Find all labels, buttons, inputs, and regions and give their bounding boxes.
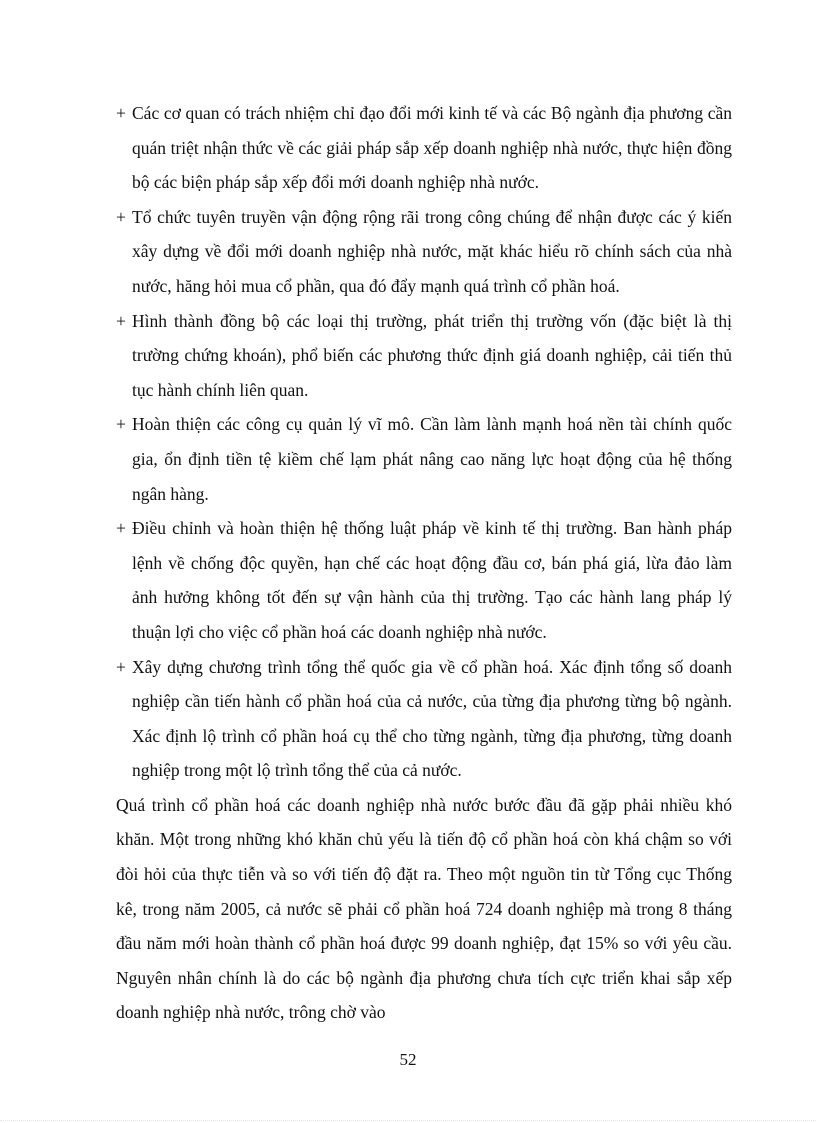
body-text — [116, 96, 732, 1030]
bullet-marker: + — [116, 310, 126, 331]
body-paragraph: Quá trình cổ phần hoá các doanh nghiệp nhà nước bước đầu đã gặp phải nhiều khó khăn. Một trong những khó khăn chủ yếu là tiến độ cổ phần hoá còn khá chậm so với đòi hỏi của thực tiễn và so với tiến độ đặt ra. Theo một nguồn tin từ Tổng cục Thống kê, trong năm 2005, cả nước sẽ phải cổ phần hoá 724 doanh nghiệp mà trong 8 tháng đầu năm mới hoàn thành cổ phần hoá được 99 doanh nghiệp, đạt 15% so với yêu cầu. Nguyên nhân chính là do các bộ ngành địa phương chưa tích cực triển khai sắp xếp doanh nghiệp nhà nước, trông chờ vào — [116, 794, 732, 1023]
list-item — [116, 304, 732, 408]
page-number: 52 — [399, 1050, 417, 1069]
bullet-marker: + — [116, 206, 126, 227]
list-item — [116, 407, 732, 511]
list-item-text: Điều chỉnh và hoàn thiện hệ thống luật pháp về kinh tế thị trường. Ban hành pháp lệnh về chống độc quyền, hạn chế các hoạt động đầu cơ, bán phá giá, lừa đảo làm ảnh hưởng không tốt đến sự vận hành của thị trường. Tạo các hành lang pháp lý thuận lợi cho việc cổ phần hoá các doanh nghiệp nhà nước. — [132, 518, 732, 642]
list-item — [116, 200, 732, 304]
page-bottom-divider — [0, 1120, 816, 1121]
list-item-text: Xây dựng chương trình tổng thể quốc gia về cổ phần hoá. Xác định tổng số doanh nghiệp cần tiến hành cổ phần hoá của cả nước, của từng địa phương từng bộ ngành. Xác định lộ trình cổ phần hoá cụ thể cho từng ngành, từng địa phương, từng doanh nghiệp trong một lộ trình tổng thể của cả nước. — [132, 656, 732, 781]
list-item-text: Hoàn thiện các công cụ quản lý vĩ mô. Cần làm lành mạnh hoá nền tài chính quốc gia, ổn định tiền tệ kiềm chế lạm phát nâng cao năng lực hoạt động của hệ thống ngân hàng. — [132, 414, 732, 504]
bullet-marker: + — [116, 414, 126, 435]
list-item-text: Tổ chức tuyên truyền vận động rộng rãi trong công chúng để nhận được các ý kiến xây dựng về đổi mới doanh nghiệp nhà nước, mặt khác hiểu rõ chính sách của nhà nước, hăng hỏi mua cổ phần, qua đó đẩy mạnh quá trình cổ phần hoá. — [132, 206, 732, 296]
list-item — [116, 511, 732, 649]
list-item — [116, 650, 732, 788]
list-item-text: Các cơ quan có trách nhiệm chỉ đạo đổi mới kinh tế và các Bộ ngành địa phương cần quán triệt nhận thức về các giải pháp sắp xếp doanh nghiệp nhà nước, thực hiện đồng bộ các biện pháp sắp xếp đổi mới doanh nghiệp nhà nước. — [132, 103, 732, 193]
bullet-marker: + — [116, 518, 126, 539]
bullet-marker: + — [116, 103, 126, 123]
list-item-text: Hình thành đồng bộ các loại thị trường, phát triển thị trường vốn (đặc biệt là thị trường chứng khoán), phổ biến các phương thức định giá doanh nghiệp, cải tiến thủ tục hành chính liên quan. — [132, 310, 732, 400]
bullet-marker: + — [116, 656, 126, 677]
list-item — [116, 96, 732, 200]
